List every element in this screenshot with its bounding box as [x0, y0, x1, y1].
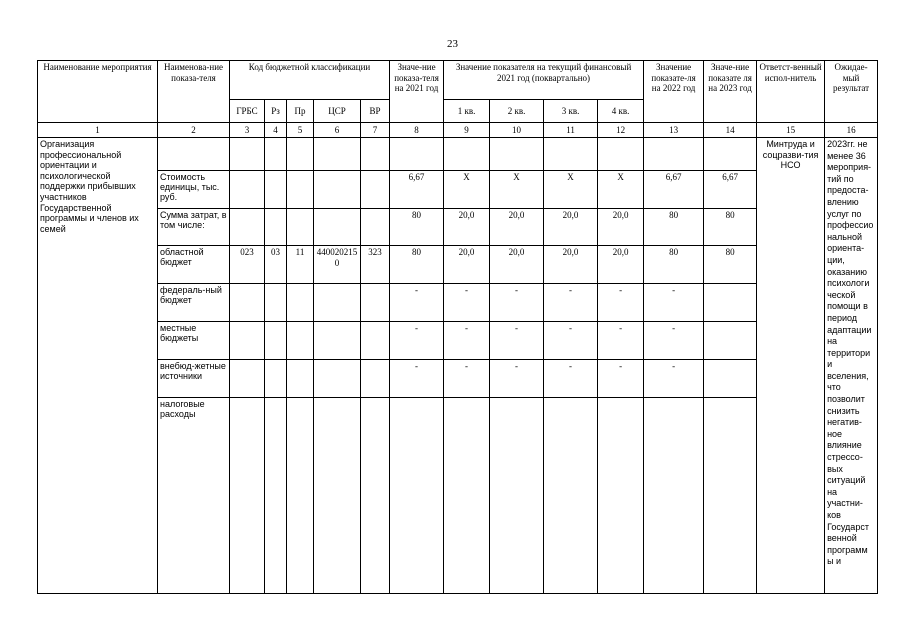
column-number: 2 — [158, 123, 230, 138]
header-vr: ВР — [361, 100, 390, 123]
pr-cell — [287, 171, 314, 209]
header-q4: 4 кв. — [598, 100, 644, 123]
column-numbers-row — [38, 123, 878, 138]
q3-cell: 20,0 — [544, 246, 598, 284]
header-value-2023: Значе-ние показате ля на 2023 год — [704, 61, 757, 123]
q4-cell: - — [598, 360, 644, 398]
vr-cell — [361, 171, 390, 209]
column-number: 12 — [598, 123, 644, 138]
q4-cell: 20,0 — [598, 209, 644, 246]
rz-cell: 03 — [265, 246, 287, 284]
header-expected-result: Ожидае-мый результат — [825, 61, 878, 123]
q3-cell: X — [544, 171, 598, 209]
indicator-cell: федераль-ный бюджет — [158, 284, 230, 322]
q3-cell: - — [544, 360, 598, 398]
column-number: 10 — [490, 123, 544, 138]
value-2021-cell — [390, 138, 444, 171]
indicator-cell: налоговые расходы — [158, 398, 230, 594]
table-row — [38, 360, 878, 398]
vr-cell — [361, 398, 390, 594]
table-row — [38, 398, 878, 594]
value-2022-cell: 80 — [644, 246, 704, 284]
header-value-2021: Значе-ние показа-теля на 2021 год — [390, 61, 444, 123]
value-2022-cell: - — [644, 360, 704, 398]
vr-cell — [361, 284, 390, 322]
rz-cell — [265, 284, 287, 322]
q1-cell: - — [444, 284, 490, 322]
grbs-cell — [230, 284, 265, 322]
csr-cell — [314, 322, 361, 360]
q1-cell: - — [444, 360, 490, 398]
value-2023-cell — [704, 322, 757, 360]
q2-cell: 20,0 — [490, 209, 544, 246]
column-number: 5 — [287, 123, 314, 138]
q4-cell: - — [598, 322, 644, 360]
indicator-cell: областной бюджет — [158, 246, 230, 284]
value-2021-cell: - — [390, 322, 444, 360]
grbs-cell — [230, 171, 265, 209]
responsible-cell: Минтруда и соцразви-тия НСО — [757, 138, 825, 594]
value-2022-cell: 80 — [644, 209, 704, 246]
q4-cell — [598, 398, 644, 594]
grbs-cell: 023 — [230, 246, 265, 284]
table-row — [38, 284, 878, 322]
value-2022-cell: - — [644, 284, 704, 322]
pr-cell — [287, 284, 314, 322]
value-2023-cell: 6,67 — [704, 171, 757, 209]
grbs-cell — [230, 138, 265, 171]
column-number: 4 — [265, 123, 287, 138]
page-number: 23 — [447, 38, 458, 50]
value-2023-cell: 80 — [704, 246, 757, 284]
q1-cell — [444, 138, 490, 171]
value-2022-cell: - — [644, 322, 704, 360]
pr-cell — [287, 138, 314, 171]
vr-cell — [361, 138, 390, 171]
grbs-cell — [230, 209, 265, 246]
value-2023-cell — [704, 360, 757, 398]
value-2021-cell: 80 — [390, 209, 444, 246]
q4-cell: 20,0 — [598, 246, 644, 284]
indicator-cell — [158, 138, 230, 171]
column-number: 15 — [757, 123, 825, 138]
table-row — [38, 209, 878, 246]
pr-cell — [287, 398, 314, 594]
header-grbs: ГРБС — [230, 100, 265, 123]
value-2021-cell: - — [390, 284, 444, 322]
pr-cell: 11 — [287, 246, 314, 284]
q2-cell: 20,0 — [490, 246, 544, 284]
column-number: 7 — [361, 123, 390, 138]
expected-result-cell: 2023гг. не менее 36 мероприя-тий по предоста-влению услуг по профессио нальной ориента-ции, оказанию психологи ческой помощи в период адаптации на территори и вселения, что позволит снизить негатив-ное влияние стрессо-вых ситуаций на участни-ков Государст венной программ ы и — [825, 138, 878, 594]
value-2021-cell — [390, 398, 444, 594]
q2-cell: - — [490, 284, 544, 322]
q1-cell: 20,0 — [444, 246, 490, 284]
csr-cell: 4400202150 — [314, 246, 361, 284]
csr-cell — [314, 398, 361, 594]
value-2022-cell — [644, 138, 704, 171]
csr-cell — [314, 209, 361, 246]
rz-cell — [265, 138, 287, 171]
value-2021-cell: 80 — [390, 246, 444, 284]
header-q1: 1 кв. — [444, 100, 490, 123]
header-indicator-name: Наименова-ние показа-теля — [158, 61, 230, 123]
header-event-name: Наименование мероприятия — [38, 61, 158, 123]
q4-cell: - — [598, 284, 644, 322]
value-2022-cell — [644, 398, 704, 594]
q1-cell: - — [444, 322, 490, 360]
value-2023-cell — [704, 138, 757, 171]
grbs-cell — [230, 322, 265, 360]
header-rz: Рз — [265, 100, 287, 123]
value-2023-cell: 80 — [704, 209, 757, 246]
csr-cell — [314, 284, 361, 322]
rz-cell — [265, 209, 287, 246]
column-number: 16 — [825, 123, 878, 138]
vr-cell — [361, 360, 390, 398]
q3-cell: 20,0 — [544, 209, 598, 246]
header-value-2022: Значение показате-ля на 2022 год — [644, 61, 704, 123]
column-number: 8 — [390, 123, 444, 138]
q2-cell: - — [490, 322, 544, 360]
header-responsible: Ответст-венный испол-нитель — [757, 61, 825, 123]
header-q3: 3 кв. — [544, 100, 598, 123]
csr-cell — [314, 171, 361, 209]
pr-cell — [287, 360, 314, 398]
vr-cell — [361, 209, 390, 246]
column-number: 9 — [444, 123, 490, 138]
value-2023-cell — [704, 398, 757, 594]
column-number: 6 — [314, 123, 361, 138]
header-q2: 2 кв. — [490, 100, 544, 123]
q1-cell: X — [444, 171, 490, 209]
q3-cell: - — [544, 322, 598, 360]
q4-cell: X — [598, 171, 644, 209]
q2-cell — [490, 138, 544, 171]
indicator-cell: местные бюджеты — [158, 322, 230, 360]
value-2022-cell: 6,67 — [644, 171, 704, 209]
q1-cell: 20,0 — [444, 209, 490, 246]
program-table — [37, 60, 878, 594]
header-pr: Пр — [287, 100, 314, 123]
q4-cell — [598, 138, 644, 171]
header-value-current-year: Значение показателя на текущий финансовый 2021 год (поквартально) — [444, 61, 644, 100]
table-row — [38, 322, 878, 360]
q3-cell: - — [544, 284, 598, 322]
q2-cell: X — [490, 171, 544, 209]
indicator-cell: внебюд-жетные источники — [158, 360, 230, 398]
indicator-cell: Сумма затрат, в том числе: — [158, 209, 230, 246]
q1-cell — [444, 398, 490, 594]
rz-cell — [265, 171, 287, 209]
rz-cell — [265, 322, 287, 360]
table-row — [38, 138, 878, 171]
column-number: 13 — [644, 123, 704, 138]
vr-cell — [361, 322, 390, 360]
value-2023-cell — [704, 284, 757, 322]
value-2021-cell: - — [390, 360, 444, 398]
event-name-cell: Организация профессиональной ориентации и психологической поддержки прибывших участников Государственной программы и членов их семей — [38, 138, 158, 594]
vr-cell: 323 — [361, 246, 390, 284]
pr-cell — [287, 322, 314, 360]
q2-cell: - — [490, 360, 544, 398]
table-row — [38, 171, 878, 209]
column-number: 3 — [230, 123, 265, 138]
rz-cell — [265, 360, 287, 398]
q3-cell — [544, 138, 598, 171]
header-csr: ЦСР — [314, 100, 361, 123]
pr-cell — [287, 209, 314, 246]
column-number: 14 — [704, 123, 757, 138]
indicator-cell: Стоимость единицы, тыс. руб. — [158, 171, 230, 209]
rz-cell — [265, 398, 287, 594]
grbs-cell — [230, 360, 265, 398]
column-number: 1 — [38, 123, 158, 138]
value-2021-cell: 6,67 — [390, 171, 444, 209]
column-number: 11 — [544, 123, 598, 138]
csr-cell — [314, 138, 361, 171]
header-budget-code: Код бюджетной классификации — [230, 61, 390, 100]
csr-cell — [314, 360, 361, 398]
q3-cell — [544, 398, 598, 594]
q2-cell — [490, 398, 544, 594]
grbs-cell — [230, 398, 265, 594]
table-row — [38, 246, 878, 284]
